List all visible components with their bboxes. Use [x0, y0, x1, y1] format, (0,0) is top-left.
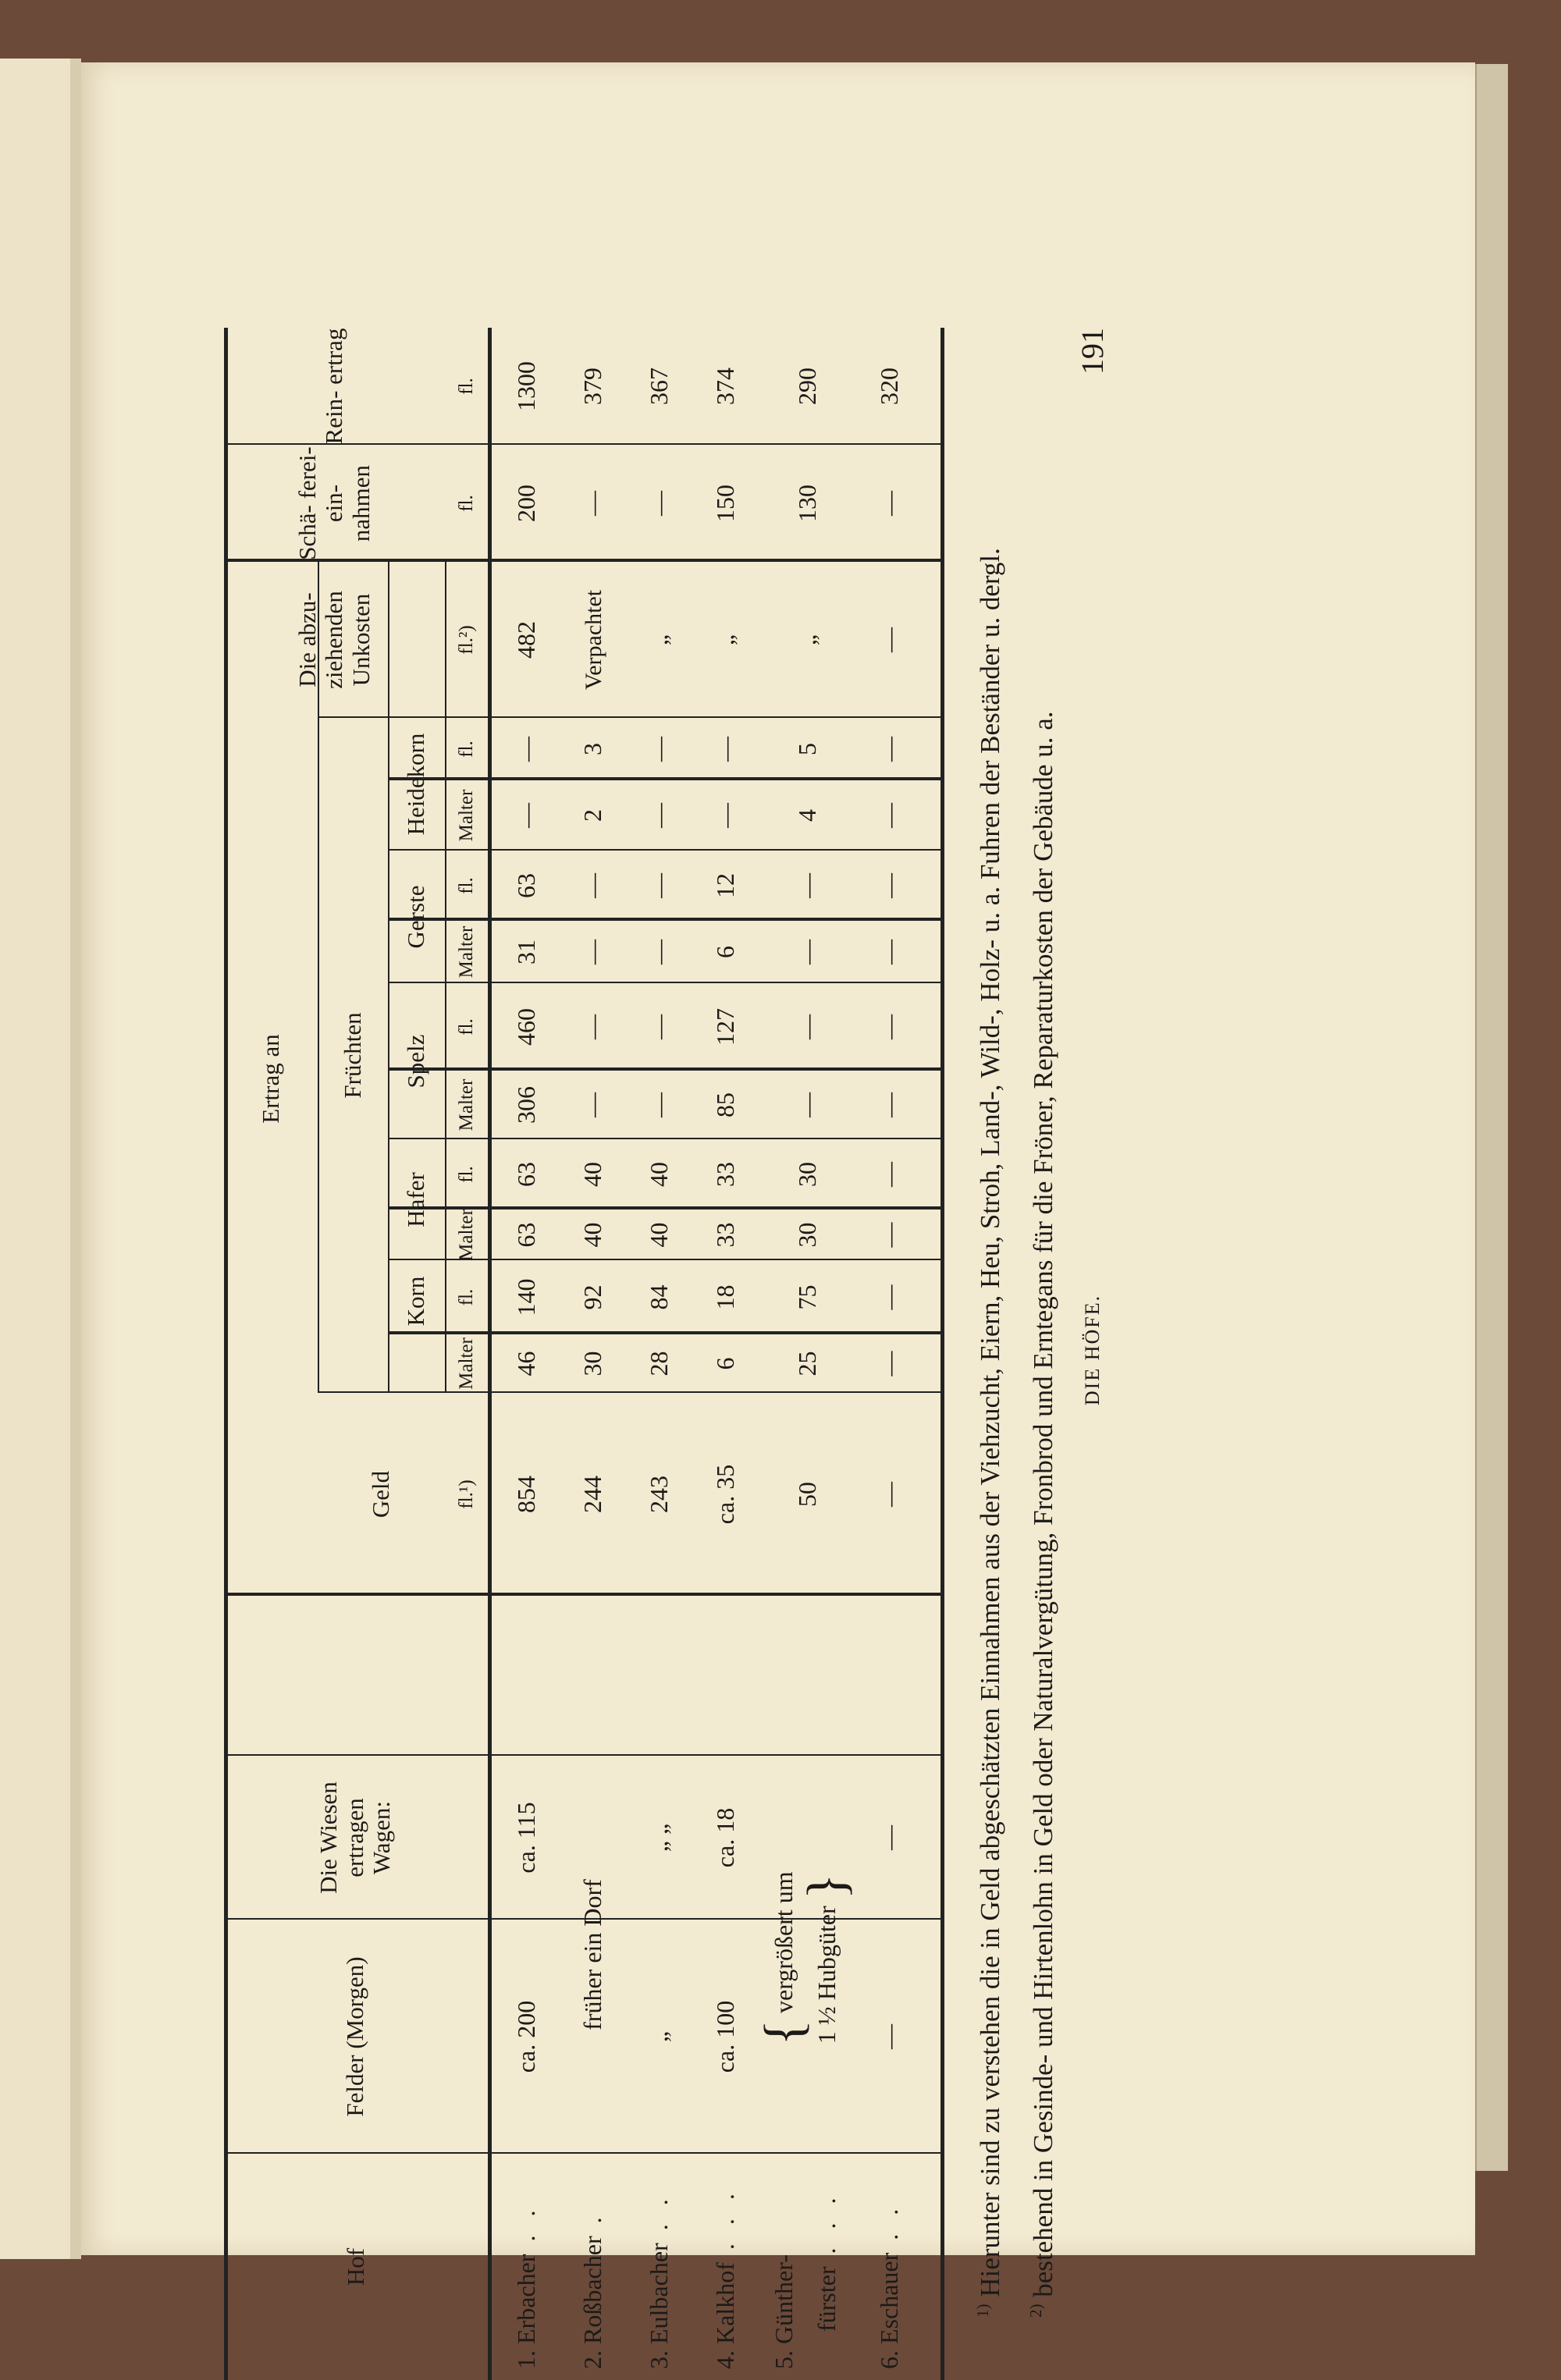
table-bottom-rule [941, 328, 944, 2380]
row-5-hof-cont: fürster . . . [813, 2191, 841, 2332]
row-6-schaeferei: — [875, 491, 904, 516]
row-1-schaeferei: 200 [512, 485, 541, 522]
row-2-korn-fl: 92 [578, 1284, 607, 1310]
running-head-title: DIE HÖFE. [1081, 1294, 1104, 1406]
row-2-heide-fl: 3 [578, 743, 607, 755]
header-fruechten: Früchten [338, 1012, 366, 1099]
row-1-gerste-fl: 63 [512, 873, 541, 898]
row-2-rein: 379 [578, 368, 607, 405]
row-5-spelz-fl: — [793, 1014, 822, 1039]
page-stack-edge [1475, 64, 1508, 2171]
row-5-felder-cont: 1 ½ Hubgüter } [797, 1873, 857, 2044]
header-geld-unit: fl.¹) [455, 1480, 477, 1509]
row-4-heide-m: — [711, 803, 740, 828]
row-4-unkosten: „ [711, 634, 740, 646]
row-5-rein: 290 [793, 368, 822, 405]
row-1-rein: 1300 [512, 361, 541, 411]
row-3-unkosten: „ [645, 634, 674, 646]
sub-spelz-malter: Malter [455, 1078, 477, 1131]
row-3-heide-m: — [645, 803, 674, 828]
header-bottom-rule [488, 328, 492, 2380]
footnote-2 [1013, 351, 1066, 2349]
row-5-heide-m: 4 [793, 809, 822, 822]
row-3-hafer-m: 40 [645, 1222, 674, 1248]
row-3-hafer-fl: 40 [645, 1162, 674, 1187]
header-korn: Korn [402, 1276, 430, 1327]
row-1-heide-fl: — [512, 737, 541, 762]
row-5-hafer-fl: 30 [793, 1162, 822, 1187]
row-6-hof: 6. Eschauer . . [875, 2202, 904, 2369]
sub-heide-malter: Malter [455, 789, 477, 842]
row-2-unkosten: Verpachtet [580, 589, 606, 691]
row-1-unkosten: 482 [512, 621, 541, 659]
brace-open: { [754, 2019, 814, 2046]
row-6-heide-m: — [875, 803, 904, 828]
row-1-hafer-m: 63 [512, 1222, 541, 1248]
row-1-felder: ca. 200 [512, 2000, 541, 2073]
row-2-gerste-m: — [578, 940, 607, 964]
row-2-gerste-fl: — [578, 873, 607, 898]
row-6-korn-m: — [875, 1351, 904, 1376]
row-2-korn-m: 30 [578, 1351, 607, 1376]
row-6-wiesen: — [875, 1825, 904, 1850]
row-1-gerste-m: 31 [512, 940, 541, 964]
row-2-schaeferei: — [578, 491, 607, 516]
row-3-gerste-fl: — [645, 873, 674, 898]
page-number: 191 [1075, 328, 1110, 375]
sub-hafer-malter: Malter [455, 1209, 477, 1261]
row-5-hafer-m: 30 [793, 1222, 822, 1248]
row-3-heide-fl: — [645, 737, 674, 762]
row-3-spelz-fl: — [645, 1014, 674, 1039]
row-4-hafer-m: 33 [711, 1222, 740, 1248]
brace-close: } [797, 1873, 857, 1900]
page-gutter [70, 59, 81, 2259]
header-schaeferei: Schä- ferei- ein- nahmen [293, 446, 375, 560]
row-1-hof: 1. Erbacher . . [512, 2204, 541, 2369]
row-5-geld: 50 [793, 1482, 822, 1507]
row-4-schaeferei: 150 [711, 485, 740, 522]
footnotes [960, 351, 1066, 2349]
header-felder: Felder (Morgen) [340, 1956, 368, 2117]
header-hafer: Hafer [402, 1172, 430, 1227]
header-reinertrag-unit: fl. [455, 378, 477, 395]
running-head [1069, 320, 1116, 2380]
sub-gerste-malter: Malter [455, 925, 477, 979]
row-6-rein: 320 [875, 368, 904, 405]
row-5-korn-fl: 75 [793, 1284, 822, 1310]
row-4-korn-m: 6 [711, 1357, 740, 1370]
row-4-gerste-m: 6 [711, 946, 740, 958]
sub-heide-fl: fl. [455, 741, 477, 758]
row-1-spelz-fl: 460 [512, 1008, 541, 1046]
header-gerste: Gerste [402, 885, 430, 949]
row-1-geld: 854 [512, 1476, 541, 1513]
header-wiesen: Die Wiesen ertragen Wagen: [314, 1781, 396, 1894]
header-reinertrag: Rein- ertrag [320, 328, 348, 445]
row-5-heide-fl: 5 [793, 743, 822, 755]
sub-spelz-fl: fl. [455, 1018, 477, 1035]
row-5-gerste-m: — [793, 940, 822, 964]
header-heidekorn: Heidekorn [402, 733, 430, 836]
row-4-gerste-fl: 12 [711, 873, 740, 898]
row-2-spelz-fl: — [578, 1014, 607, 1039]
row-2-felder: früher ein Dorf [578, 1879, 607, 2030]
row-6-hafer-fl: — [875, 1162, 904, 1187]
header-geld: Geld [367, 1470, 395, 1519]
row-6-felder: — [875, 2024, 904, 2049]
footnote-1-mark: 1) [973, 2304, 992, 2318]
header-spelz: Spelz [402, 1034, 430, 1089]
row-6-spelz-m: — [875, 1092, 904, 1117]
header-unkosten: Die abzu- ziehenden Unkosten [293, 591, 375, 689]
row-3-gerste-m: — [645, 940, 674, 964]
row-5-schaeferei: 130 [793, 485, 822, 522]
row-5-hof: 5. Günther- [770, 2254, 798, 2369]
footnote-1-text: Hierunter sind zu verstehen die in Geld abgeschätzten Einnahmen aus der Viehzucht, Eiern, Heu, Stroh, Land-, Wild-, Holz- u. a. Fuhren der Beständer u. dergl. [975, 548, 1005, 2297]
row-3-schaeferei: — [645, 491, 674, 516]
row-3-spelz-m: — [645, 1092, 674, 1117]
sub-gerste-fl: fl. [455, 877, 477, 894]
row-6-gerste-fl: — [875, 873, 904, 898]
row-6-gerste-m: — [875, 940, 904, 964]
row-1-korn-fl: 140 [512, 1278, 541, 1316]
row-6-heide-fl: — [875, 737, 904, 762]
rotated-page-content [222, 320, 1206, 2380]
row-2-heide-m: 2 [578, 809, 607, 822]
row-5-unkosten: „ [793, 634, 822, 646]
row-1-korn-m: 46 [512, 1351, 541, 1376]
row-5-felder: { vergrößert um [754, 1871, 814, 2046]
header-schaeferei-unit: fl. [455, 495, 477, 512]
row-2-hafer-m: 40 [578, 1222, 607, 1248]
row-4-geld: ca. 35 [711, 1464, 740, 1525]
row-5-gerste-fl: — [793, 873, 822, 898]
row-3-rein: 367 [645, 368, 674, 405]
row-4-hof: 4. Kalkhof . . . [711, 2187, 740, 2369]
row-5-korn-m: 25 [793, 1351, 822, 1376]
footnote-2-mark: 2) [1026, 2304, 1045, 2318]
sub-korn-malter: Malter [455, 1337, 477, 1390]
row-2-hof: 2. Roßbacher . [578, 2211, 607, 2369]
sub-korn-fl: fl. [455, 1288, 477, 1306]
row-6-spelz-fl: — [875, 1014, 904, 1039]
row-4-wiesen: ca. 18 [711, 1807, 740, 1868]
row-4-rein: 374 [711, 368, 740, 405]
row-6-korn-fl: — [875, 1284, 904, 1310]
row-1-hafer-fl: 63 [512, 1162, 541, 1187]
row-5-spelz-m: — [793, 1092, 822, 1117]
header-ertrag-an: Ertrag an [256, 1034, 284, 1124]
row-3-felder: „ [645, 2030, 674, 2043]
row-4-korn-fl: 18 [711, 1284, 740, 1310]
footnote-2-text: bestehend in Gesinde- und Hirtenlohn in Geld oder Naturalvergütung, Fronbrod und Erntegans für die Fröner, Reparaturkosten der Gebäude u. a. [1028, 711, 1058, 2297]
row-4-spelz-fl: 127 [711, 1008, 740, 1046]
footnote-1 [960, 351, 1013, 2349]
row-6-unkosten: — [875, 627, 904, 652]
sub-hafer-fl: fl. [455, 1166, 477, 1183]
row-3-korn-fl: 84 [645, 1284, 674, 1310]
row-4-spelz-m: 85 [711, 1092, 740, 1117]
header-unkosten-unit: fl.²) [455, 625, 477, 655]
row-3-geld: 243 [645, 1476, 674, 1513]
row-4-hafer-fl: 33 [711, 1162, 740, 1187]
row-6-hafer-m: — [875, 1222, 904, 1248]
header-hof: Hof [341, 2247, 369, 2286]
row-6-geld: — [875, 1482, 904, 1507]
farm-yield-table [222, 328, 941, 2380]
row-1-heide-m: — [512, 803, 541, 828]
row-1-spelz-m: 306 [512, 1086, 541, 1124]
facing-page-edge [0, 59, 78, 2259]
row-2-hafer-fl: 40 [578, 1162, 607, 1187]
row-3-korn-m: 28 [645, 1351, 674, 1376]
row-2-spelz-m: — [578, 1092, 607, 1117]
row-1-wiesen: ca. 115 [512, 1802, 541, 1874]
row-4-felder: ca. 100 [711, 2000, 740, 2073]
row-3-hof: 3. Eulbacher . . [645, 2193, 674, 2369]
row-3-wiesen: „ „ [645, 1823, 674, 1852]
row-2-geld: 244 [578, 1476, 607, 1513]
row-4-heide-fl: — [711, 737, 740, 762]
